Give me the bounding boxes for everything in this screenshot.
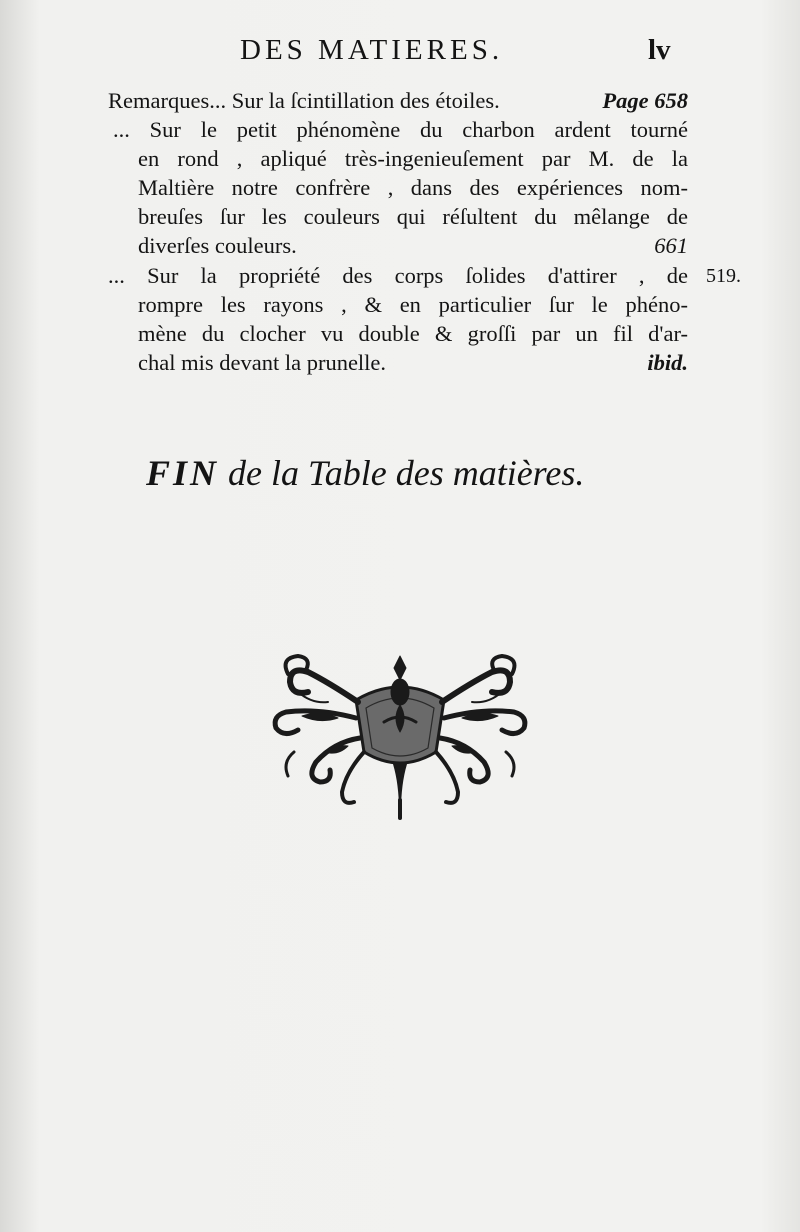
- closing-line: [146, 452, 584, 494]
- entry-line: diverſes couleurs.: [138, 233, 297, 258]
- entry-line: Remarques... Sur la ſcintillation des étoiles.: [108, 88, 500, 113]
- entry-line: breuſes ſur les couleurs qui réſultent du mêlange de: [138, 204, 688, 229]
- page-reference: 661: [654, 233, 688, 258]
- entry-line: Maltière notre confrère , dans des expériences nom-: [138, 175, 688, 200]
- entry-line: chal mis devant la prunelle.: [138, 350, 387, 375]
- entry-line: ... Sur le petit phénomène du charbon ardent tourné: [113, 117, 688, 142]
- entry-line: mène du clocher vu double & groſſi par un fil d'ar-: [138, 321, 688, 346]
- entry-line: en rond , apliqué très-ingenieuſement par M. de la: [138, 146, 688, 171]
- entry-line: rompre les rayons , & en particulier ſur le phéno-: [138, 292, 688, 317]
- running-title: DES MATIERES.: [240, 34, 504, 66]
- running-header: [0, 34, 800, 84]
- closing-fin: FIN: [146, 453, 220, 493]
- page-reference: ibid.: [647, 350, 688, 375]
- cul-de-lampe-ornament: [268, 652, 532, 822]
- page-reference: Page 658: [602, 88, 688, 113]
- entry-line: ... Sur la propriété des corps ſolides d'attirer , de: [108, 263, 688, 288]
- page-folio: lv: [648, 34, 671, 66]
- closing-rest: de la Table des matières.: [219, 453, 585, 493]
- margin-page-number: 519.: [706, 265, 741, 287]
